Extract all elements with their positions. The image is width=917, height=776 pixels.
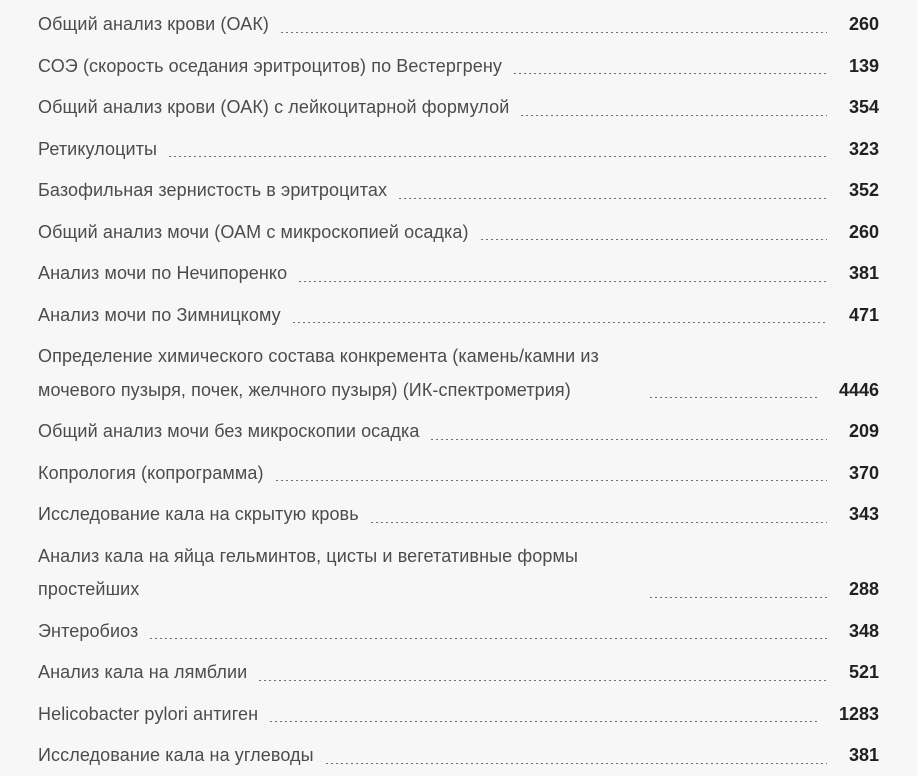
test-name: Анализ мочи по Нечипоренко — [38, 263, 288, 283]
dotted-leader — [169, 156, 827, 157]
dotted-leader — [431, 439, 826, 440]
test-price: 4446 — [838, 379, 879, 400]
dotted-leader — [326, 763, 827, 764]
price-list-row — [38, 415, 879, 449]
test-price: 381 — [848, 745, 879, 765]
price-list-row — [38, 340, 879, 407]
test-price: 323 — [848, 138, 879, 159]
test-name: Helicobacter pylori антиген — [38, 703, 259, 724]
test-price: 370 — [848, 462, 879, 483]
price-list-row — [38, 257, 879, 291]
price-list-row — [38, 739, 879, 773]
test-price: 209 — [848, 421, 879, 441]
price-list-row — [38, 8, 879, 42]
price-list-row — [38, 299, 879, 333]
test-name: Энтеробиоз — [38, 620, 139, 641]
test-price: 1283 — [838, 703, 879, 724]
dotted-leader — [371, 522, 827, 523]
price-list-row — [38, 50, 879, 84]
price-list-row — [38, 540, 879, 607]
test-price: 521 — [848, 662, 879, 682]
test-name: Базофильная зернистость в эритроцитах — [38, 180, 388, 200]
test-name: Копрология (копрограмма) — [38, 462, 264, 483]
dotted-leader — [399, 198, 827, 199]
dotted-leader — [514, 73, 827, 74]
test-price: 288 — [848, 579, 879, 599]
test-name: Ретикулоциты — [38, 138, 158, 159]
test-price: 354 — [848, 97, 879, 117]
price-list-row — [38, 457, 879, 491]
test-name: Общий анализ мочи без микроскопии осадка — [38, 421, 420, 441]
test-price: 343 — [848, 504, 879, 524]
dotted-leader — [276, 480, 827, 481]
dotted-leader — [150, 638, 827, 639]
test-name: Исследование кала на скрытую кровь — [38, 504, 359, 524]
test-name: Общий анализ мочи (ОАМ с микроскопией осадка) — [38, 221, 469, 242]
price-list-row — [38, 698, 879, 732]
test-name: СОЭ (скорость оседания эритроцитов) по Вестергрену — [38, 55, 503, 76]
dotted-leader — [650, 397, 817, 398]
test-name: Определение химического состава конкремента (камень/камни из мочевого пузыря, почек, желчного пузыря) (ИК-спектрометрия) — [38, 346, 599, 400]
test-price: 260 — [848, 221, 879, 242]
dotted-leader — [259, 680, 827, 681]
price-list-row — [38, 656, 879, 690]
dotted-leader — [481, 239, 827, 240]
dotted-leader — [521, 115, 827, 116]
price-list-row — [38, 174, 879, 208]
test-name: Анализ кала на яйца гельминтов, цисты и вегетативные формы простейших — [38, 545, 578, 599]
price-list-row — [38, 615, 879, 649]
price-list-row — [38, 216, 879, 250]
dotted-leader — [293, 322, 827, 323]
test-price: 471 — [848, 304, 879, 325]
dotted-leader — [650, 597, 827, 598]
dotted-leader — [270, 721, 817, 722]
test-price: 381 — [848, 263, 879, 283]
test-name: Анализ мочи по Зимницкому — [38, 304, 281, 325]
test-name: Исследование кала на углеводы — [38, 745, 314, 765]
dotted-leader — [281, 32, 827, 33]
price-list-row — [38, 133, 879, 167]
dotted-leader — [299, 281, 827, 282]
test-price: 348 — [848, 620, 879, 641]
test-price: 139 — [848, 55, 879, 76]
test-name: Общий анализ крови (ОАК) с лейкоцитарной формулой — [38, 97, 510, 117]
test-price: 260 — [848, 14, 879, 34]
price-list-row — [38, 91, 879, 125]
price-list-row — [38, 498, 879, 532]
test-price: 352 — [848, 180, 879, 200]
test-name: Общий анализ крови (ОАК) — [38, 14, 270, 34]
test-name: Анализ кала на лямблии — [38, 662, 248, 682]
